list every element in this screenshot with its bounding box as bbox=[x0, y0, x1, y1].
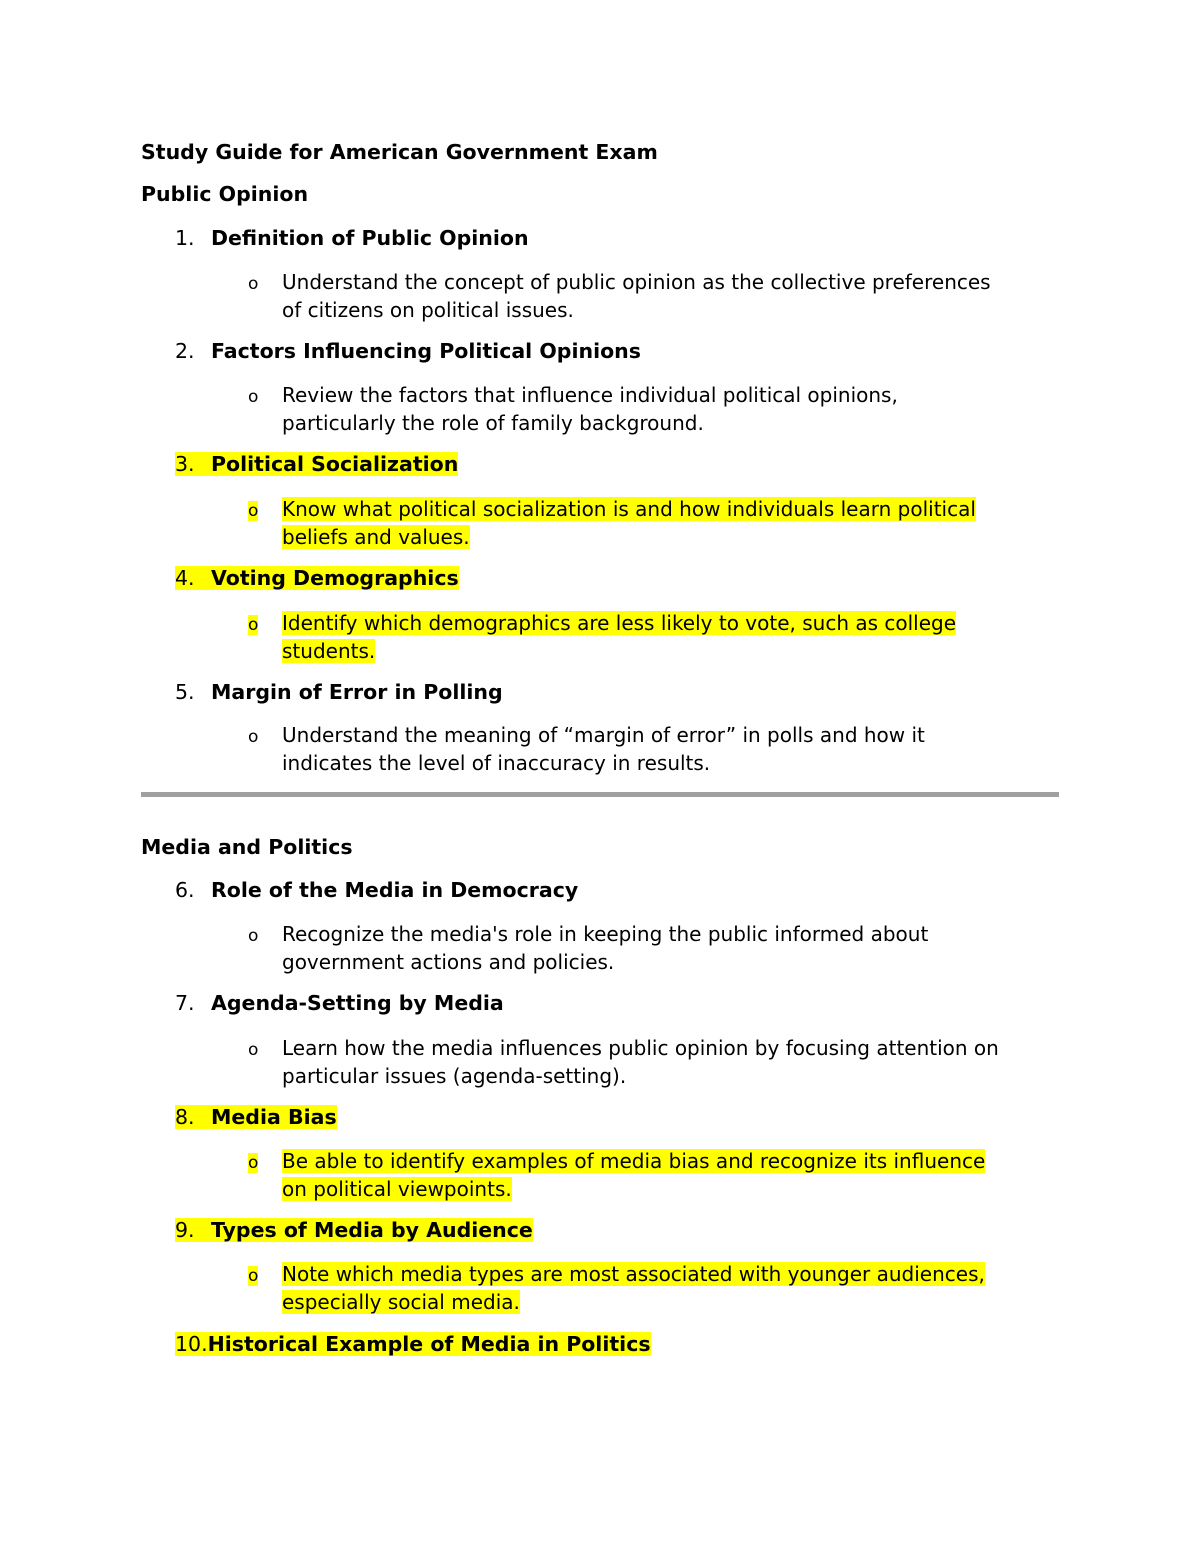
description-line: particular issues (agenda-setting). bbox=[282, 1064, 627, 1088]
item-heading-1 bbox=[175, 226, 529, 250]
description-line: of citizens on political issues. bbox=[282, 298, 574, 322]
description-line: Review the factors that influence individual political opinions, bbox=[282, 383, 898, 407]
description-line: students. bbox=[282, 639, 376, 663]
description-line: indicates the level of inaccuracy in results. bbox=[282, 751, 711, 775]
item-title: Role of the Media in Democracy bbox=[211, 878, 579, 902]
item-title: Political Socialization bbox=[211, 452, 459, 476]
item-number: 7. bbox=[175, 991, 195, 1015]
item-number: 2. bbox=[175, 339, 195, 363]
item-heading-10 bbox=[175, 1332, 651, 1356]
item-number: 6. bbox=[175, 878, 195, 902]
item-title: Types of Media by Audience bbox=[211, 1218, 533, 1242]
item-number: 10. bbox=[175, 1332, 208, 1356]
description-line: particularly the role of family background. bbox=[282, 411, 704, 435]
description-line: Note which media types are most associated with younger audiences, bbox=[282, 1262, 985, 1286]
item-number: 1. bbox=[175, 226, 195, 250]
item-heading-9 bbox=[175, 1218, 533, 1242]
item-description-7 bbox=[282, 1034, 1082, 1090]
description-line: especially social media. bbox=[282, 1290, 520, 1314]
description-line: on political viewpoints. bbox=[282, 1177, 512, 1201]
item-description-3 bbox=[282, 495, 1082, 551]
item-number: 3. bbox=[175, 452, 211, 476]
description-line: Be able to identify examples of media bias and recognize its influence bbox=[282, 1149, 986, 1173]
item-title: Voting Demographics bbox=[211, 566, 459, 590]
item-number: 4. bbox=[175, 566, 211, 590]
horizontal-rule bbox=[141, 792, 1059, 797]
item-description-9 bbox=[282, 1260, 1082, 1316]
item-title: Definition of Public Opinion bbox=[211, 226, 529, 250]
description-line: beliefs and values. bbox=[282, 525, 470, 549]
item-number: 5. bbox=[175, 680, 195, 704]
item-heading-8 bbox=[175, 1105, 337, 1129]
item-heading-2 bbox=[175, 339, 641, 363]
description-line: Understand the concept of public opinion as the collective preferences bbox=[282, 270, 991, 294]
item-heading-5 bbox=[175, 680, 503, 704]
bullet-mark: o bbox=[248, 1153, 259, 1173]
item-heading-3 bbox=[175, 452, 458, 476]
item-description-6 bbox=[282, 920, 1082, 976]
bullet-mark: o bbox=[248, 926, 259, 946]
section-heading-public-opinion: Public Opinion bbox=[141, 182, 309, 206]
description-line: Learn how the media influences public opinion by focusing attention on bbox=[282, 1036, 999, 1060]
bullet-mark: o bbox=[248, 727, 259, 747]
item-description-8 bbox=[282, 1147, 1082, 1203]
bullet-mark: o bbox=[248, 1040, 259, 1060]
description-line: Understand the meaning of “margin of error” in polls and how it bbox=[282, 723, 925, 747]
item-heading-6 bbox=[175, 878, 578, 902]
item-description-1 bbox=[282, 268, 1082, 324]
bullet-mark: o bbox=[248, 501, 259, 521]
description-line: Recognize the media's role in keeping the public informed about bbox=[282, 922, 929, 946]
item-heading-7 bbox=[175, 991, 504, 1015]
item-title: Agenda-Setting by Media bbox=[211, 991, 504, 1015]
item-description-5 bbox=[282, 721, 1082, 777]
item-title: Margin of Error in Polling bbox=[211, 680, 503, 704]
item-number: 8. bbox=[175, 1105, 211, 1129]
bullet-mark: o bbox=[248, 615, 259, 635]
section-heading-media-and-politics: Media and Politics bbox=[141, 835, 353, 859]
bullet-mark: o bbox=[248, 274, 259, 294]
bullet-mark: o bbox=[248, 1266, 259, 1286]
item-description-4 bbox=[282, 609, 1082, 665]
description-line: Know what political socialization is and how individuals learn political bbox=[282, 497, 976, 521]
document-title: Study Guide for American Government Exam bbox=[141, 140, 658, 164]
item-title: Factors Influencing Political Opinions bbox=[211, 339, 641, 363]
description-line: government actions and policies. bbox=[282, 950, 615, 974]
item-title: Media Bias bbox=[211, 1105, 337, 1129]
item-number: 9. bbox=[175, 1218, 211, 1242]
description-line: Identify which demographics are less likely to vote, such as college bbox=[282, 611, 957, 635]
item-title: Historical Example of Media in Politics bbox=[207, 1332, 651, 1356]
bullet-mark: o bbox=[248, 387, 259, 407]
item-description-2 bbox=[282, 381, 1082, 437]
item-heading-4 bbox=[175, 566, 459, 590]
